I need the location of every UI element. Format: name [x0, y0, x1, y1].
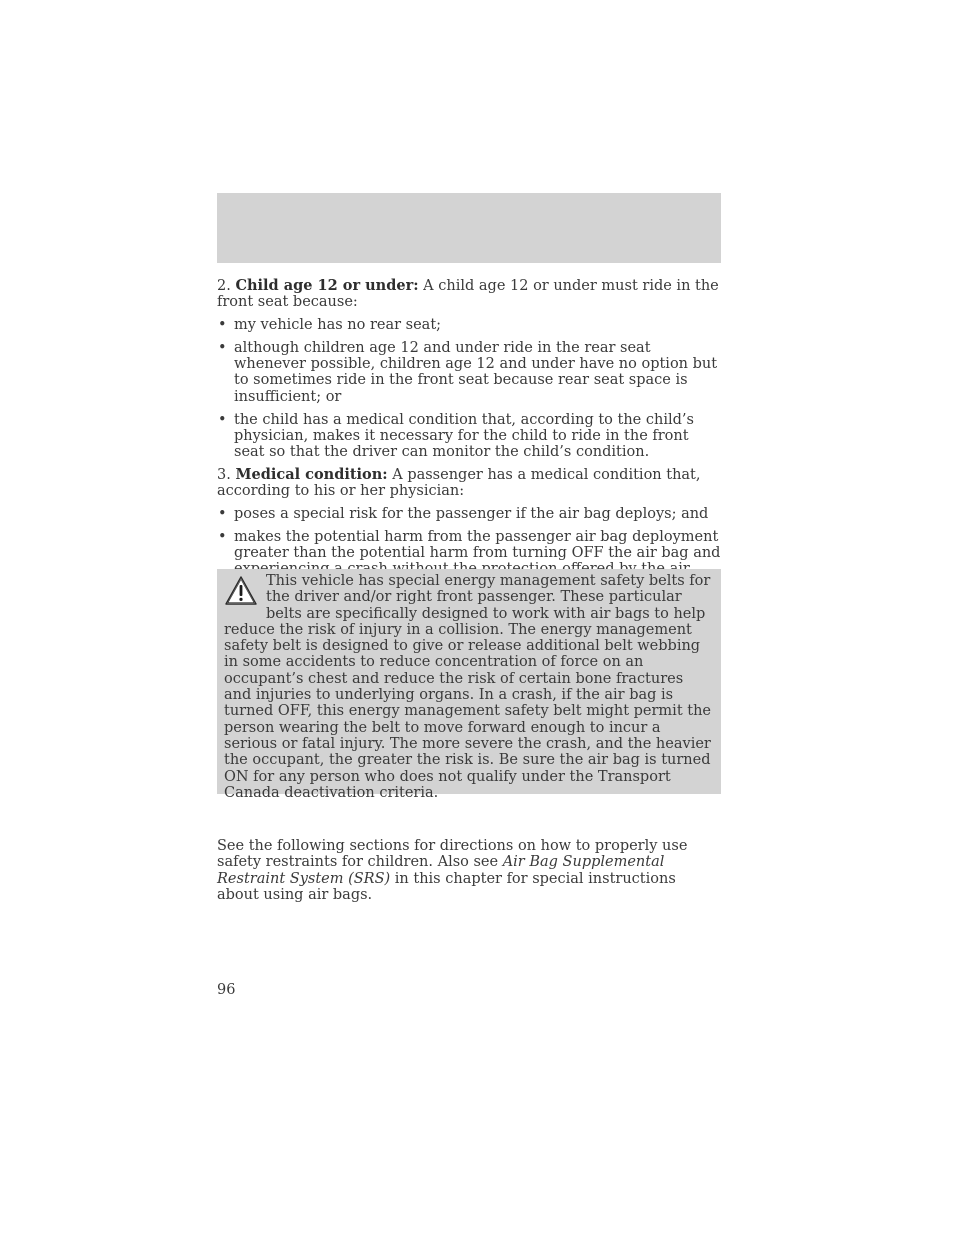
list-item: [217, 506, 721, 522]
list-item: [217, 340, 721, 405]
item-3-heading: Medical condition:: [235, 465, 388, 483]
item-2-number: 2.: [217, 278, 236, 294]
item-2-bullet-list: [217, 317, 721, 460]
page-number: 96: [217, 982, 236, 998]
bullet: •: [218, 506, 227, 523]
item-3-text: A passenger has a medical condition that, according to his or her physician:: [217, 466, 701, 500]
item-3-number: 3.: [217, 466, 236, 483]
bullet: •: [218, 411, 227, 428]
see-also-text-end: in this chapter for special instructions about using air bags.: [217, 870, 676, 903]
item-2-heading: Child age 12 or under:: [235, 277, 419, 294]
item-2-text: A child age 12 or under must ride in the front seat because:: [217, 278, 719, 311]
list-item: [217, 317, 721, 333]
list-item-text: although children age 12 and under ride in the rear seat whenever possible, children age 12 and under have no option but to sometimes ride in the front seat because rear seat space is insufficient; or: [234, 339, 718, 405]
warning-triangle-icon: [224, 575, 258, 607]
warning-box: [217, 569, 721, 801]
list-item: [217, 412, 721, 461]
bullet: •: [218, 317, 227, 334]
list-item-text: makes the potential harm from the passenger air bag deployment greater than the potential harm from turning OFF the air bag and: [234, 528, 721, 562]
see-also-paragraph: [217, 838, 721, 903]
warning-text: This vehicle has special energy management safety belts for the driver and/or right front passenger. These particular belts are specifically designed to work with air bags to help reduce the risk of injury in a collision. The energy management safety belt is designed to give or release additional belt webbing in some accidents to reduce concentration of force on an occupant’s chest and reduce the risk of certain bone fractures and injuries to underlying organs. In a crash, if the air bag is turned OFF, this energy management safety belt might permit the person wearing the belt to move forward enough to incur a serious or fatal injury. The more severe the crash, and the heavier the occupant, the greater the risk is. Be sure the air bag is turned ON for any person who does not qualify under the Transport Canada deactivation criteria.: [224, 573, 711, 801]
item-2-paragraph: [217, 278, 721, 311]
list-item-text: my vehicle has no rear seat;: [234, 317, 442, 334]
main-content: [217, 278, 721, 601]
bullet: •: [218, 339, 227, 356]
list-item-text: poses a special risk for the passenger if the air bag deploys; and: [234, 506, 709, 523]
list-item-text: the child has a medical condition that, according to the child’s physician, makes it necessary for the child to ride in the front seat so that the driver can monitor the child’s condition.: [234, 411, 694, 461]
header-band: [217, 193, 721, 263]
section-reference: Air Bag Supplemental Restraint System (SRS): [217, 854, 665, 887]
item-3-paragraph: [217, 467, 721, 500]
bullet: •: [218, 528, 227, 545]
see-also-text: See the following sections for directions on how to properly use safety restraints for children. Also see: [217, 838, 688, 871]
